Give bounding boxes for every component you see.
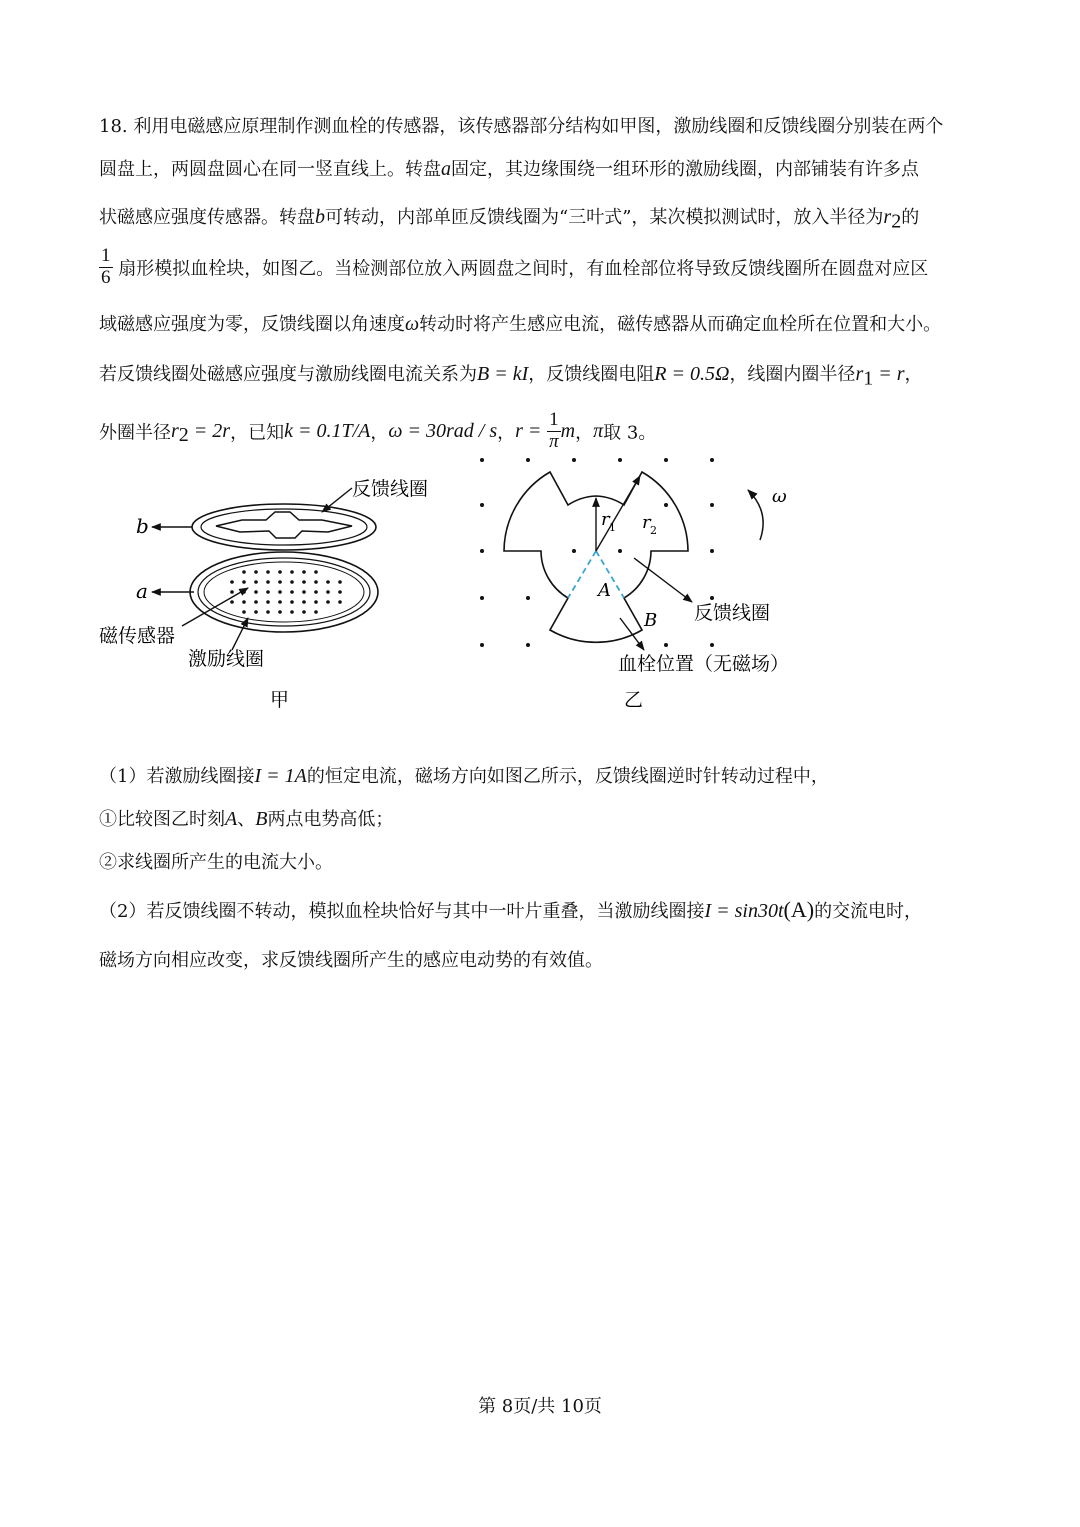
fraction-denominator: 6 xyxy=(101,266,111,288)
fraction-numerator: 1 xyxy=(101,245,111,266)
question-1-part-1 xyxy=(99,805,393,831)
var-r2: r xyxy=(883,206,892,228)
problem-text: ，线圈内圈半径 xyxy=(729,364,856,385)
label-point-A: A xyxy=(598,580,611,601)
problem-line-6 xyxy=(99,360,923,391)
problem-text: 的 xyxy=(901,207,920,228)
equation-ac-current: I = sin30t xyxy=(704,900,784,922)
problem-text: 外圈半径 xyxy=(99,422,171,444)
label-b: b xyxy=(136,514,149,538)
question-1-part-2 xyxy=(99,848,333,874)
problem-text: ，已知 xyxy=(230,422,285,444)
label-r1: r xyxy=(601,509,610,530)
unit-ampere: (A) xyxy=(783,897,815,922)
label-feedback-coil: 反馈线圈 xyxy=(352,478,429,500)
var-a: a xyxy=(441,158,451,180)
disk-a-inner xyxy=(198,558,370,626)
var-b: b xyxy=(315,206,325,228)
figure-jia xyxy=(90,460,470,730)
question-text: 磁场方向相应改变，求反馈线圈所产生的感应电动势的有效值。 xyxy=(99,950,603,971)
label-magnetic-sensor: 磁传感器 xyxy=(99,625,176,647)
omega-symbol: ω xyxy=(405,313,420,335)
problem-text: ， xyxy=(370,422,389,444)
unit-m: m xyxy=(560,419,576,442)
equation-r-prefix: r = xyxy=(515,419,542,442)
label-omega: ω xyxy=(772,486,787,507)
question-2-cont xyxy=(99,946,603,972)
problem-text: 状磁感应强度传感器。转盘 xyxy=(99,207,315,228)
problem-text: 可转动，内部单匝反馈线圈为“三叶式”，某次模拟测试时，放入半径为 xyxy=(325,207,884,228)
var-r1: r xyxy=(855,363,864,385)
clot-boundary-left xyxy=(568,551,596,598)
label-a: a xyxy=(136,579,148,603)
trefoil-coil-side-view xyxy=(216,512,352,538)
var-r2: r xyxy=(171,419,179,442)
label-r1-sub: 1 xyxy=(609,521,616,534)
problem-text: ， xyxy=(497,422,516,444)
problem-text: ， xyxy=(575,422,594,444)
problem-line-4 xyxy=(99,246,928,289)
pi-symbol: π xyxy=(593,419,604,442)
label-r2-sub: 2 xyxy=(650,524,657,537)
question-text: 的交流电时， xyxy=(814,901,923,922)
caption-yi: 乙 xyxy=(624,689,644,711)
equation-current: I = 1A xyxy=(254,765,307,787)
label-r2: r xyxy=(642,512,651,533)
question-text: （1）若激励线圈接 xyxy=(99,766,255,787)
subscript: 2 xyxy=(891,210,902,233)
label-clot-position: 血栓位置（无磁场） xyxy=(618,653,790,675)
fraction-denominator: π xyxy=(549,430,559,452)
problem-line-1 xyxy=(99,112,943,138)
problem-text: 若反馈线圈处磁感应强度与激励线圈电流关系为 xyxy=(99,364,477,385)
problem-text: 固定，其边缘围绕一组环形的激励线圈，内部铺装有许多点 xyxy=(451,159,919,180)
sensor-dots xyxy=(230,570,342,614)
point-A: A xyxy=(225,808,238,830)
problem-text: 转动时将产生感应电流，磁传感器从而确定血栓所在位置和大小。 xyxy=(419,314,942,335)
caption-jia: 甲 xyxy=(270,689,290,711)
fraction-one-over-pi xyxy=(547,410,561,453)
problem-line-5 xyxy=(99,310,941,336)
label-point-B: B xyxy=(644,610,658,631)
question-text: ①比较图乙时刻 xyxy=(99,809,225,830)
question-text: 两点电势高低； xyxy=(267,809,394,830)
problem-text: 扇形模拟血栓块，如图乙。当检测部位放入两圆盘之间时，有血栓部位将导致反馈线圈所在圆盘对应区 xyxy=(118,258,929,280)
question-text: （2）若反馈线圈不转动，模拟血栓块恰好与其中一叶片重叠，当激励线圈接 xyxy=(99,901,705,922)
point-B: B xyxy=(255,808,268,830)
question-text: 的恒定电流，磁场方向如图乙所示，反馈线圈逆时针转动过程中， xyxy=(306,766,829,787)
equation-resistance: R = 0.5Ω xyxy=(654,363,730,385)
figure-yi xyxy=(470,450,830,720)
problem-text: 取 3。 xyxy=(603,422,657,444)
label-feedback-coil: 反馈线圈 xyxy=(694,602,771,624)
problem-text: 域磁感应强度为零，反馈线圈以角速度 xyxy=(99,314,405,335)
equation-b-ki: B = kI xyxy=(477,363,529,385)
disk-a-outer xyxy=(190,552,378,632)
page-number: 第 8页/共 10页 xyxy=(478,1396,602,1417)
problem-line-3 xyxy=(99,203,919,234)
equation-k: k = 0.1T/A xyxy=(284,419,371,442)
fraction-numerator: 1 xyxy=(547,410,561,432)
subscript: 2 xyxy=(178,423,189,446)
problem-text: ，反馈线圈电阻 xyxy=(528,364,655,385)
problem-line-7 xyxy=(99,410,656,453)
question-2 xyxy=(99,897,922,923)
problem-text: 18. 利用电磁感应原理制作测血栓的传感器，该传感器部分结构如甲图，激励线圈和反馈线圈分别装在两个 xyxy=(99,116,944,137)
separator: 、 xyxy=(237,809,256,830)
arrow-excitation-coil xyxy=(232,618,248,650)
arrow-clot-position xyxy=(620,618,644,650)
trefoil-feedback-coil xyxy=(504,472,688,642)
problem-text: ， xyxy=(904,364,923,385)
problem-line-2 xyxy=(99,155,919,181)
question-text: ②求线圈所产生的电流大小。 xyxy=(99,852,333,873)
equation-r2: = 2r xyxy=(188,419,231,442)
equation-r1: = r xyxy=(873,363,905,385)
rotation-arrow xyxy=(748,490,763,540)
subscript: 1 xyxy=(863,367,874,390)
fraction-one-sixth xyxy=(99,246,113,289)
label-excitation-coil: 激励线圈 xyxy=(188,648,265,670)
question-1 xyxy=(99,762,829,788)
problem-text: 圆盘上，两圆盘圆心在同一竖直线上。转盘 xyxy=(99,159,441,180)
equation-omega: ω = 30rad / s xyxy=(388,419,498,442)
